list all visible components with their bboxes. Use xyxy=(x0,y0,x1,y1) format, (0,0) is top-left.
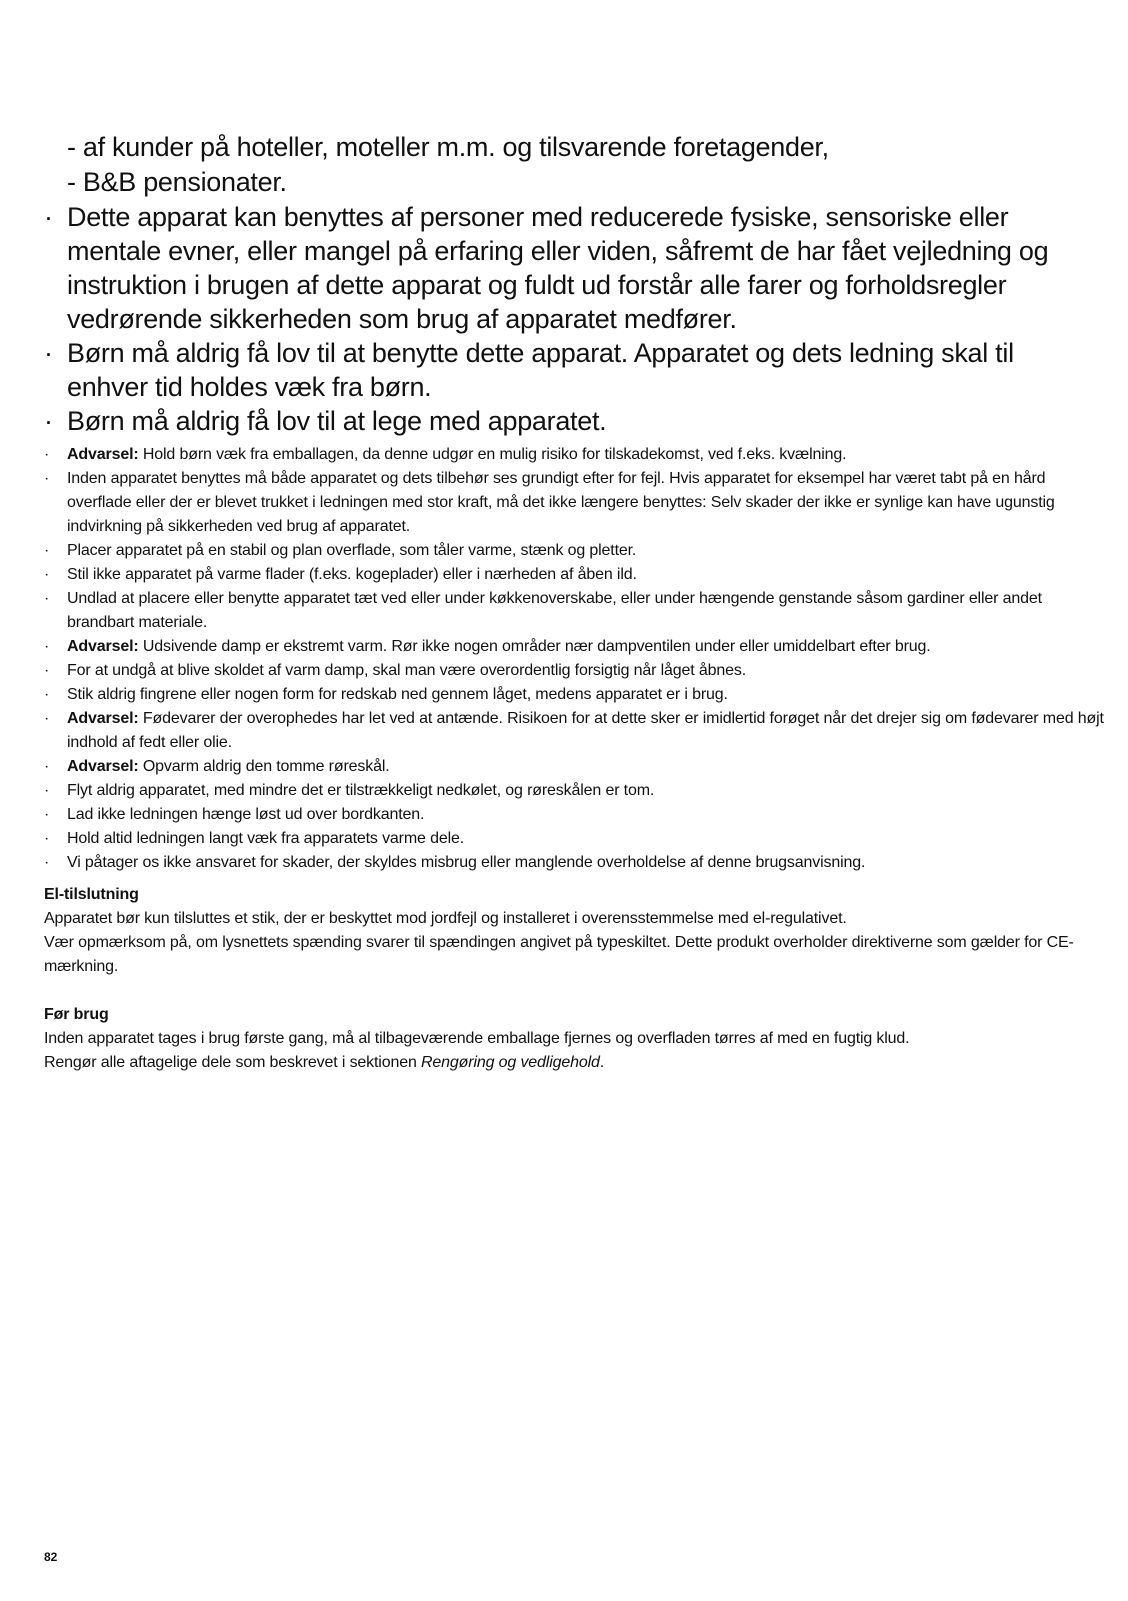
bullet-marker: · xyxy=(44,830,50,847)
list-item-text: Flyt aldrig apparatet, med mindre det er tilstrækkeligt nedkølet, og røreskålen er tom. xyxy=(67,782,655,799)
list-item-text: Børn må aldrig få lov til at lege med apparatet. xyxy=(67,406,607,436)
el-tilslutning-section xyxy=(44,883,1104,979)
list-item xyxy=(44,659,1104,683)
list-item xyxy=(44,443,1104,467)
list-item xyxy=(44,707,1104,755)
list-item-text: Hold børn væk fra emballagen, da denne udgør en mulig risiko for tilskadekomst, ved f.eks. kvælning. xyxy=(138,446,847,463)
paragraph: Vær opmærksom på, om lysnettets spænding svarer til spændingen angivet på typeskiltet. Dette produkt overholder direktiverne som gælder for CE-mærkning. xyxy=(44,934,1074,975)
warning-label: Advarsel: xyxy=(67,758,139,775)
bullet-marker: · xyxy=(44,854,50,871)
bullet-marker: · xyxy=(44,406,53,436)
warning-label: Advarsel: xyxy=(67,638,139,655)
dash-line: - af kunder på hoteller, moteller m.m. og tilsvarende foretagender, xyxy=(67,132,829,162)
list-item xyxy=(44,779,1104,803)
list-item-text: Lad ikke ledningen hænge løst ud over bordkanten. xyxy=(67,806,425,823)
safety-instructions-large xyxy=(44,130,1094,438)
bullet-marker: · xyxy=(44,638,50,655)
list-item xyxy=(44,539,1104,563)
warning-label: Advarsel: xyxy=(67,710,139,727)
list-item xyxy=(44,467,1104,539)
dash-line: - B&B pensionater. xyxy=(67,167,287,197)
section-heading: El-tilslutning xyxy=(44,886,139,903)
list-item-text: Stik aldrig fingrene eller nogen form for redskab ned gennem låget, medens apparatet er i brug. xyxy=(67,686,728,703)
bullet-marker: · xyxy=(44,338,53,368)
list-item-text: Placer apparatet på en stabil og plan overflade, som tåler varme, stænk og pletter. xyxy=(67,542,637,559)
list-item xyxy=(44,404,1094,438)
bullet-marker: · xyxy=(44,686,50,703)
bullet-marker: · xyxy=(44,710,50,727)
bullet-marker: · xyxy=(44,446,50,463)
foer-brug-section xyxy=(44,1003,1104,1075)
bullet-marker: · xyxy=(44,662,50,679)
list-item xyxy=(44,851,1104,875)
paragraph: Inden apparatet tages i brug første gang, må al tilbageværende emballage fjernes og overfladen tørres af med en fugtig klud. xyxy=(44,1030,910,1047)
list-item xyxy=(44,336,1094,404)
list-item xyxy=(44,200,1094,336)
list-item xyxy=(44,803,1104,827)
list-item-text: Børn må aldrig få lov til at benytte dette apparat. Apparatet og dets ledning skal til enhver tid holdes væk fra børn. xyxy=(67,338,1014,402)
list-item xyxy=(44,635,1104,659)
bullet-marker: · xyxy=(44,758,50,775)
bullet-marker: · xyxy=(44,566,50,583)
bullet-marker: · xyxy=(44,806,50,823)
safety-instructions-list xyxy=(44,443,1104,875)
list-item xyxy=(44,827,1104,851)
paragraph: Rengør alle aftagelige dele som beskrevet i sektionen Rengøring og vedligehold. xyxy=(44,1054,605,1071)
list-item-text: Fødevarer der overophedes har let ved at antænde. Risikoen for at dette sker er imidlertid forøget når det drejer sig om fødevarer med højt indhold af fedt eller olie. xyxy=(67,710,1104,751)
bullet-marker: · xyxy=(44,202,53,232)
paragraph: Apparatet bør kun tilsluttes et stik, der er beskyttet mod jordfejl og installeret i overensstemmelse med el-regulativet. xyxy=(44,910,847,927)
list-item xyxy=(44,563,1104,587)
list-item xyxy=(44,755,1104,779)
bullet-marker: · xyxy=(44,470,50,487)
list-item-text: Undlad at placere eller benytte apparatet tæt ved eller under køkkenoverskabe, eller under hængende genstande såsom gardiner eller andet brandbart materiale. xyxy=(67,590,1042,631)
section-heading: Før brug xyxy=(44,1006,109,1023)
list-item-text: Udsivende damp er ekstremt varm. Rør ikke nogen områder nær dampventilen under eller umiddelbart efter brug. xyxy=(138,638,931,655)
bullet-marker: · xyxy=(44,782,50,799)
list-item-text: Stil ikke apparatet på varme flader (f.eks. kogeplader) eller i nærheden af åben ild. xyxy=(67,566,637,583)
bullet-marker: · xyxy=(44,542,50,559)
list-item-text: For at undgå at blive skoldet af varm damp, skal man være overordentlig forsigtig når låget åbnes. xyxy=(67,662,746,679)
list-item-text: Dette apparat kan benyttes af personer med reducerede fysiske, sensoriske eller mentale evner, eller mangel på erfaring eller viden, såfremt de har fået vejledning og instruktion i brugen af dette apparat og fuldt ud forstår alle farer og forholdsregler vedrørende sikkerheden som brug af apparatet medfører. xyxy=(67,202,1049,334)
list-item-text: Hold altid ledningen langt væk fra apparatets varme dele. xyxy=(67,830,465,847)
bullet-marker: · xyxy=(44,590,50,607)
list-item-text: Vi påtager os ikke ansvaret for skader, der skyldes misbrug eller manglende overholdelse af denne brugsanvisning. xyxy=(67,854,866,871)
section-reference: Rengøring og vedligehold xyxy=(421,1054,600,1071)
list-item xyxy=(44,587,1104,635)
page-number: 82 xyxy=(44,1550,58,1564)
list-item-text: Inden apparatet benyttes må både apparatet og dets tilbehør ses grundigt efter for fejl. Hvis apparatet for eksempel har været tabt på en hård overflade eller der er blevet trukket i ledningen med stor kraft, må det ikke længere benyttes: Selv skader der ikke er synlige kan have ugunstig indvirkning på sikkerheden ved brug af apparatet. xyxy=(67,470,1055,535)
warning-label: Advarsel: xyxy=(67,446,139,463)
list-item xyxy=(44,683,1104,707)
list-item-text: Opvarm aldrig den tomme røreskål. xyxy=(138,758,390,775)
